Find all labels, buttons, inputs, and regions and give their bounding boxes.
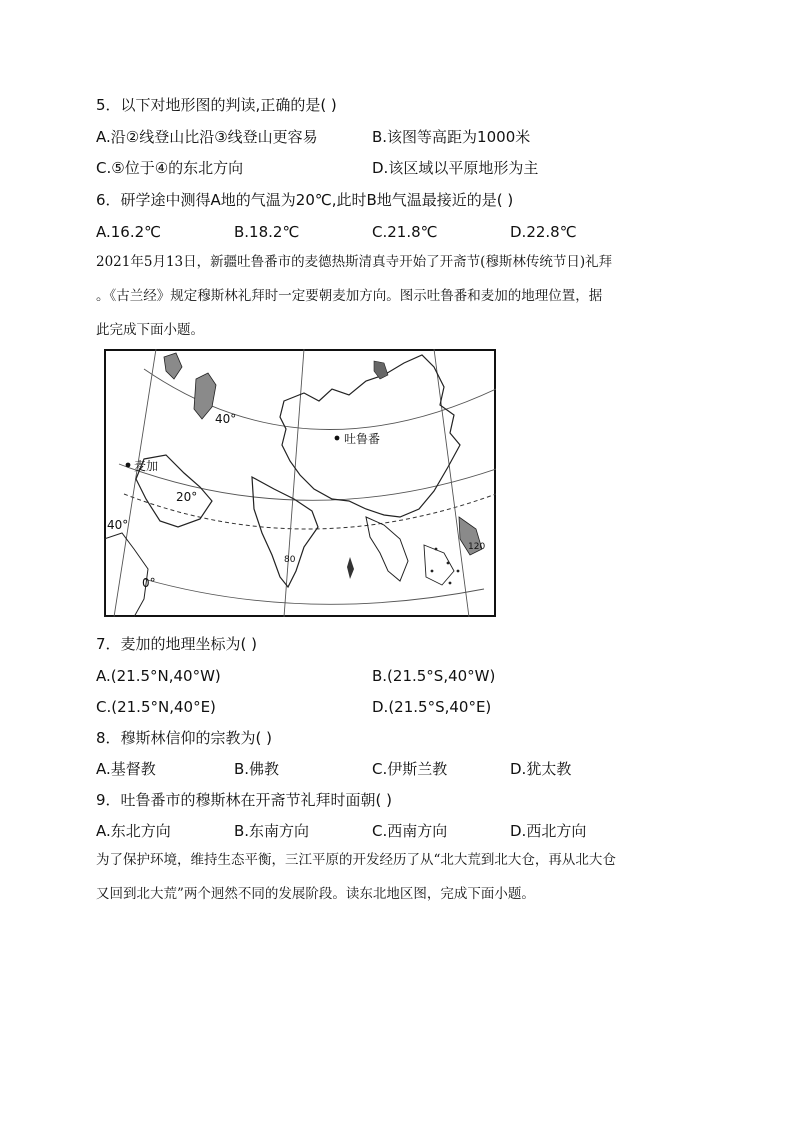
question-7-option-b: B.(21.5°S,40°W) bbox=[372, 667, 496, 685]
question-6-option-d: D.22.8℃ bbox=[510, 223, 577, 241]
question-8-option-b: B.佛教 bbox=[234, 760, 280, 778]
question-9-option-d: D.西北方向 bbox=[510, 822, 587, 840]
question-7-option-a: A.(21.5°N,40°W) bbox=[96, 667, 221, 685]
intro-2-line-1: 为了保护环境，维持生态平衡，三江平原的开发经历了从“北大荒到北大仓，再从北大仓 bbox=[96, 852, 616, 868]
question-9-option-b: B.东南方向 bbox=[234, 822, 310, 840]
question-9-stem: 9．吐鲁番市的穆斯林在开斋节礼拜时面朝( ) bbox=[96, 791, 393, 809]
question-8-stem: 8．穆斯林信仰的宗教为( ) bbox=[96, 729, 273, 747]
question-9-option-a: A.东北方向 bbox=[96, 822, 171, 840]
turpan-marker bbox=[335, 436, 340, 441]
intro-1-line-2: 。《古兰经》规定穆斯林礼拜时一定要朝麦加方向。图示吐鲁番和麦加的地理位置，据 bbox=[96, 288, 603, 304]
intro-2-line-2: 又回到北大荒”两个迥然不同的发展阶段。读东北地区图，完成下面小题。 bbox=[96, 886, 535, 902]
question-8-option-c: C.伊斯兰教 bbox=[372, 760, 448, 778]
question-5-option-a: A.沿②线登山比沿③线登山更容易 bbox=[96, 128, 318, 146]
intro-1-line-3: 此完成下面小题。 bbox=[96, 322, 204, 338]
lat-40-label: 40° bbox=[215, 412, 237, 426]
lon-120-label: 120 bbox=[468, 542, 486, 552]
lon-80-label: 80 bbox=[284, 555, 296, 565]
lat-20-label: 20° bbox=[176, 490, 198, 504]
question-8-option-d: D.犹太教 bbox=[510, 760, 572, 778]
question-5-stem: 5．以下对地形图的判读,正确的是( ) bbox=[96, 96, 337, 114]
question-6-option-b: B.18.2℃ bbox=[234, 223, 300, 241]
mecca-marker bbox=[126, 463, 131, 468]
question-6-stem: 6．研学途中测得A地的气温为20℃,此时B地气温最接近的是( ) bbox=[96, 191, 514, 209]
question-7-stem: 7．麦加的地理坐标为( ) bbox=[96, 635, 258, 653]
question-9-option-c: C.西南方向 bbox=[372, 822, 448, 840]
intro-paragraph-2 bbox=[96, 843, 701, 911]
question-5-option-d: D.该区域以平原地形为主 bbox=[372, 159, 539, 177]
intro-paragraph-1 bbox=[96, 245, 701, 347]
intro-1-line-1: 2021年5月13日，新疆吐鲁番市的麦德热斯清真寺开始了开斋节(穆斯林传统节日)礼拜 bbox=[96, 254, 613, 270]
turpan-mecca-map bbox=[104, 349, 496, 617]
question-7-option-d: D.(21.5°S,40°E) bbox=[372, 698, 492, 716]
question-5-option-b: B.该图等高距为1000米 bbox=[372, 128, 531, 146]
question-6-option-c: C.21.8℃ bbox=[372, 223, 438, 241]
mecca-label: 麦加 bbox=[134, 459, 159, 473]
equator-label: 0° bbox=[142, 576, 156, 590]
question-8-option-a: A.基督教 bbox=[96, 760, 156, 778]
turpan-label: 吐鲁番 bbox=[344, 432, 381, 446]
question-7-option-c: C.(21.5°N,40°E) bbox=[96, 698, 216, 716]
question-6-option-a: A.16.2℃ bbox=[96, 223, 162, 241]
lon-40-label: 40° bbox=[107, 518, 129, 532]
question-5-option-c: C.⑤位于④的东北方向 bbox=[96, 159, 244, 177]
